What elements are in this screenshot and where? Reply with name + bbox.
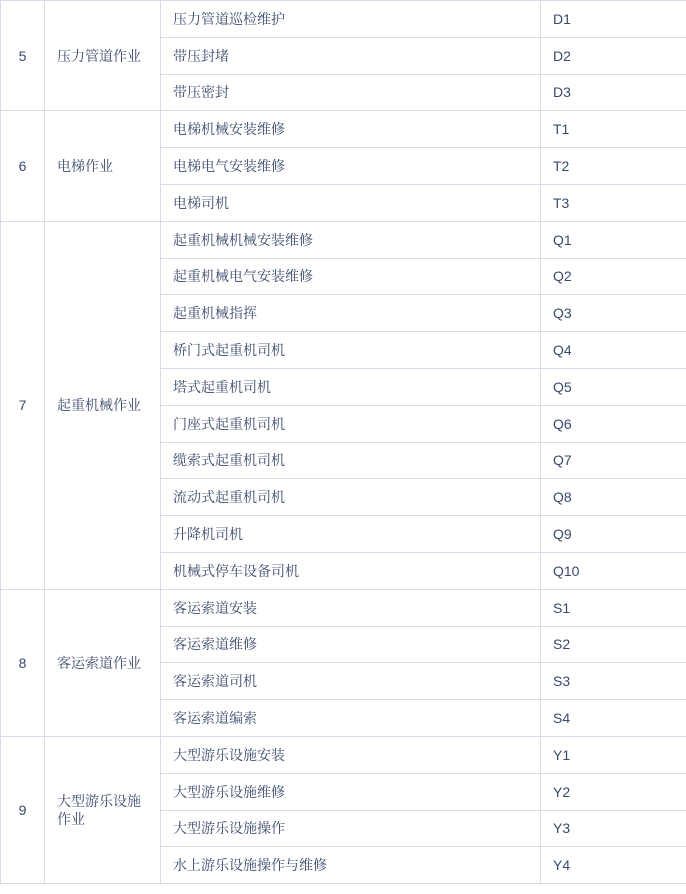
item-cell: 带压封堵: [161, 37, 541, 74]
category-cell: 大型游乐设施作业: [45, 736, 161, 883]
code-cell: Q8: [541, 479, 686, 516]
item-cell: 水上游乐设施操作与维修: [161, 847, 541, 884]
item-cell: 升降机司机: [161, 516, 541, 553]
code-cell: S1: [541, 589, 686, 626]
code-cell: Q6: [541, 405, 686, 442]
item-cell: 电梯电气安装维修: [161, 148, 541, 185]
item-cell: 桥门式起重机司机: [161, 332, 541, 369]
item-cell: 大型游乐设施安装: [161, 736, 541, 773]
code-cell: Q9: [541, 516, 686, 553]
item-cell: 起重机械指挥: [161, 295, 541, 332]
code-cell: Q10: [541, 552, 686, 589]
category-cell: 起重机械作业: [45, 221, 161, 589]
table-body: [1, 1, 686, 884]
code-cell: Y4: [541, 847, 686, 884]
code-cell: Y2: [541, 773, 686, 810]
code-cell: S4: [541, 700, 686, 737]
code-cell: Q1: [541, 221, 686, 258]
code-cell: T3: [541, 184, 686, 221]
row-index-cell: 9: [1, 736, 45, 883]
row-index-cell: 6: [1, 111, 45, 221]
code-cell: D1: [541, 1, 686, 38]
code-cell: T2: [541, 148, 686, 185]
code-cell: S3: [541, 663, 686, 700]
code-cell: Q2: [541, 258, 686, 295]
code-cell: Y3: [541, 810, 686, 847]
code-cell: T1: [541, 111, 686, 148]
code-cell: Q4: [541, 332, 686, 369]
table-row: [1, 221, 686, 258]
code-cell: Y1: [541, 736, 686, 773]
row-index-cell: 5: [1, 1, 45, 111]
item-cell: 机械式停车设备司机: [161, 552, 541, 589]
item-cell: 起重机械机械安装维修: [161, 221, 541, 258]
table-row: [1, 589, 686, 626]
category-cell: 压力管道作业: [45, 1, 161, 111]
code-cell: S2: [541, 626, 686, 663]
item-cell: 客运索道安装: [161, 589, 541, 626]
item-cell: 压力管道巡检维护: [161, 1, 541, 38]
code-cell: D3: [541, 74, 686, 111]
table-row: [1, 1, 686, 38]
item-cell: 塔式起重机司机: [161, 368, 541, 405]
code-cell: Q7: [541, 442, 686, 479]
row-index-cell: 8: [1, 589, 45, 736]
category-cell: 客运索道作业: [45, 589, 161, 736]
code-cell: Q3: [541, 295, 686, 332]
item-cell: 客运索道编索: [161, 700, 541, 737]
item-cell: 带压密封: [161, 74, 541, 111]
item-cell: 门座式起重机司机: [161, 405, 541, 442]
item-cell: 电梯司机: [161, 184, 541, 221]
item-cell: 客运索道维修: [161, 626, 541, 663]
table-row: [1, 111, 686, 148]
item-cell: 电梯机械安装维修: [161, 111, 541, 148]
item-cell: 起重机械电气安装维修: [161, 258, 541, 295]
item-cell: 流动式起重机司机: [161, 479, 541, 516]
code-cell: Q5: [541, 368, 686, 405]
item-cell: 大型游乐设施操作: [161, 810, 541, 847]
category-cell: 电梯作业: [45, 111, 161, 221]
row-index-cell: 7: [1, 221, 45, 589]
code-cell: D2: [541, 37, 686, 74]
item-cell: 客运索道司机: [161, 663, 541, 700]
item-cell: 缆索式起重机司机: [161, 442, 541, 479]
item-cell: 大型游乐设施维修: [161, 773, 541, 810]
table-row: [1, 736, 686, 773]
